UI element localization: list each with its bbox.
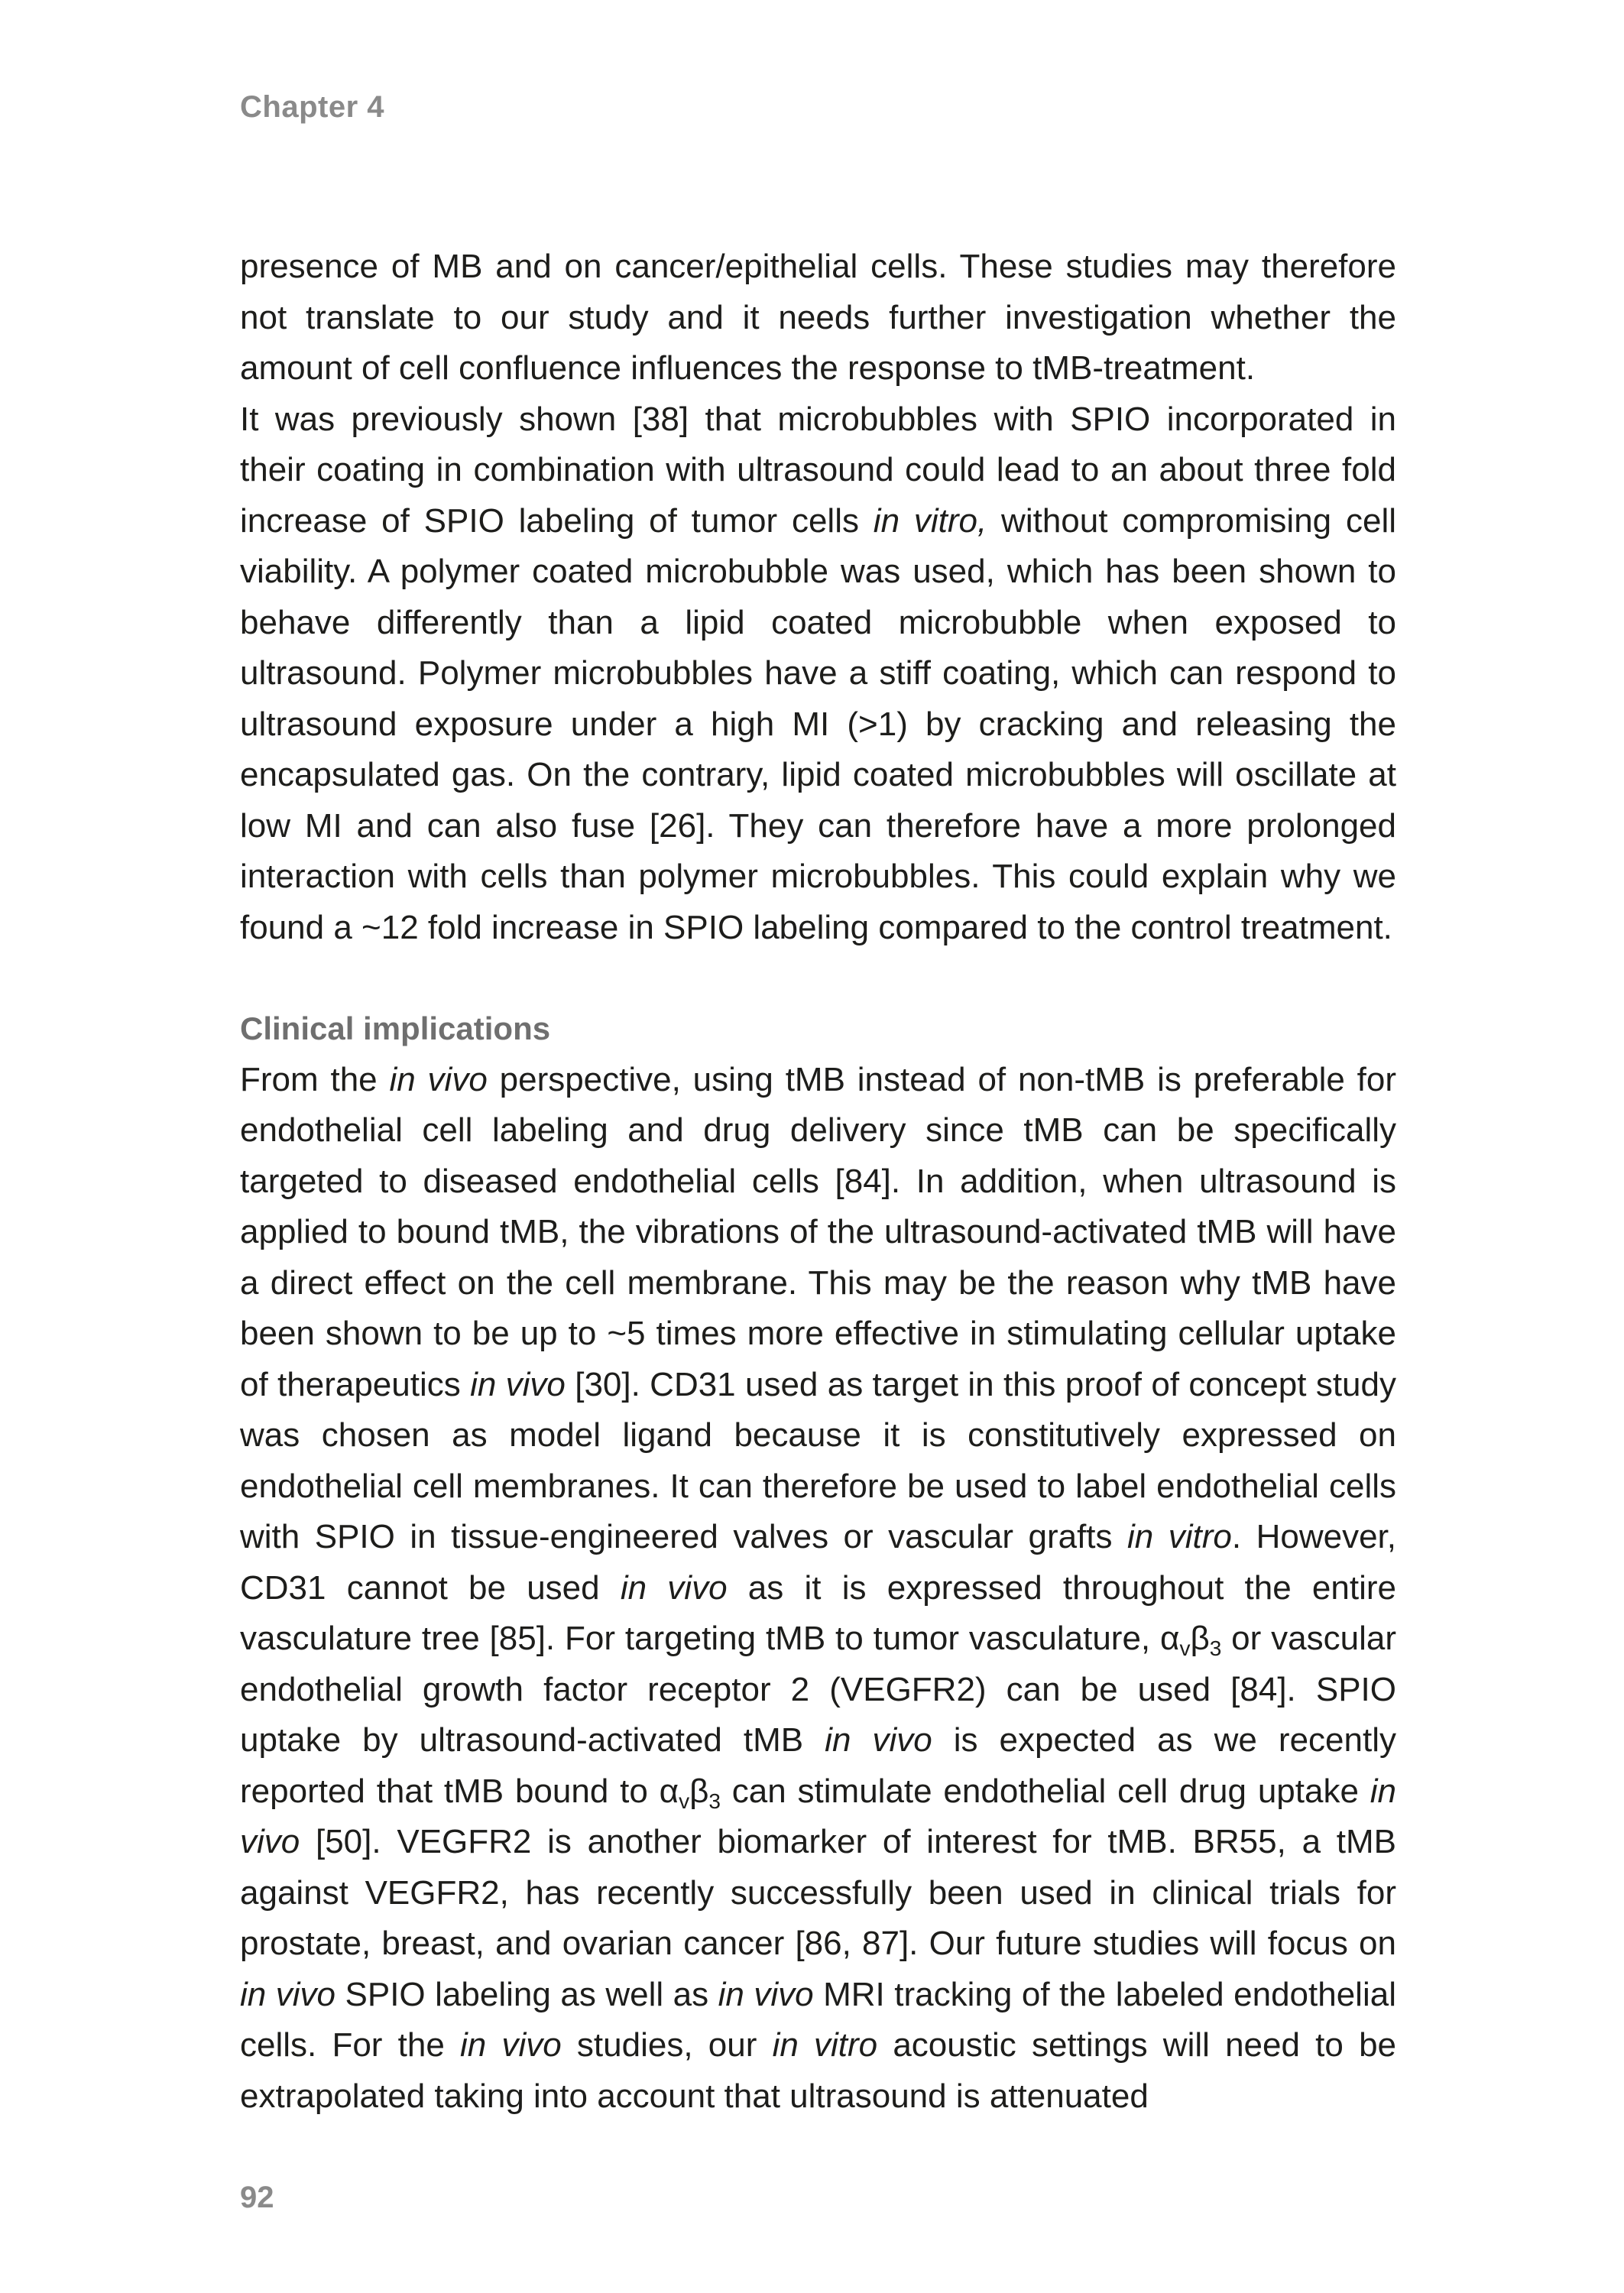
p3-seg-20: [50]. VEGFR2 is another biomarker of interest for tMB. BR55, a tMB against VEGFR2, has recently successfully been used in clinical trials for prostate, breast, and ovarian cancer [86, 87]. Our future studies will focus on: [240, 1823, 1396, 1962]
paragraph-2-text-a: It was previously shown [38] that microbubbles with SPIO incorporated in their coating in combination with ultrasound could lead to an about three fold increase of SPIO labeling of tumor cells: [240, 400, 1396, 540]
beta-symbol: β: [689, 1772, 709, 1810]
paragraph-1: [240, 242, 1396, 394]
italic-term: in vivo: [718, 1975, 814, 2013]
paragraph-1-text: presence of MB and on cancer/epithelial cells. These studies may therefore not translate to our study and it needs further investigation whether the amount of cell confluence influences the response to tMB-treatment.: [240, 248, 1396, 387]
subscript-v: v: [1179, 1636, 1191, 1660]
italic-term: in vitro: [1127, 1518, 1232, 1555]
p3-seg-18: can stimulate endothelial cell drug uptake: [720, 1772, 1370, 1810]
italic-term: in vivo: [240, 1975, 335, 2013]
p3-seg-2: perspective, using tMB instead of non-tMB is preferable for endothelial cell labeling and drug delivery since tMB can be specifically targeted to diseased endothelial cells [84]. In addition, when ultrasound is applied to bound tMB, the vibrations of the ultrasound-activated tMB will have a direct effect on the cell membrane. This may be the reason why tMB have been shown to be up to ~5 times more effective in stimulating cellular uptake of therapeutics: [240, 1060, 1396, 1403]
p3-seg-26: studies, our: [561, 2026, 773, 2064]
running-head: Chapter 4: [240, 90, 384, 124]
subscript-3: 3: [708, 1789, 721, 1813]
italic-term: in vivo: [389, 1060, 488, 1098]
paragraph-3: [240, 1055, 1396, 2123]
p3-seg-14: is expected as we recently reported that tMB bound to α: [240, 1721, 1397, 1810]
paragraph-2-text-b: without compromising cell viability. A polymer coated microbubble was used, which has been shown to behave differently than a lipid coated microbubble when exposed to ultrasound. Polymer microbubbles have a stiff coating, which can respond to ultrasound exposure under a high MI (>1) by cracking and releasing the encapsulated gas. On the contrary, lipid coated microbubbles will oscillate at low MI and can also fuse [26]. They can therefore have a more prolonged interaction with cells than polymer microbubbles. This could explain why we found a ~12 fold increase in SPIO labeling compared to the control treatment.: [240, 501, 1396, 946]
italic-term: in vivo: [470, 1365, 566, 1403]
italic-term: in vivo: [620, 1568, 728, 1607]
subscript-3: 3: [1209, 1636, 1222, 1660]
p3-seg-8: as it is expressed throughout the entire vasculature tree [85]. For targeting tMB to tumor vasculature, α: [240, 1568, 1396, 1657]
page-number: 92: [240, 2181, 274, 2214]
p3-seg-28: acoustic settings will need to be extrapolated taking into account that ultrasound is attenuated: [240, 2026, 1397, 2115]
subscript-v: v: [679, 1789, 690, 1813]
section-heading-clinical-implications: Clinical implications: [240, 1010, 551, 1046]
p3-seg-6: . However, CD31 cannot be used: [240, 1518, 1396, 1607]
paragraph-2: [240, 394, 1396, 954]
body-text: [240, 242, 1396, 2122]
italic-term: in vivo: [825, 1721, 932, 1759]
p3-seg-22: SPIO labeling as well as: [335, 1975, 718, 2013]
italic-term: in vivo: [460, 2026, 562, 2064]
italic-term: in vitro,: [873, 501, 987, 540]
italic-term: in vitro: [772, 2026, 878, 2064]
p3-seg-4: [30]. CD31 used as target in this proof of concept study was chosen as model ligand because it is constitutively expressed on endothelial cell membranes. It can therefore be used to label endothelial cells with SPIO in tissue-engineered valves or vascular grafts: [240, 1365, 1396, 1555]
beta-symbol: β: [1190, 1620, 1210, 1657]
italic-term: in vivo: [240, 1772, 1396, 1860]
p3-seg-0: From the: [240, 1060, 390, 1098]
p3-seg-24: MRI tracking of the labeled endothelial cells. For the: [240, 1975, 1396, 2064]
p3-seg-12: or vascular endothelial growth factor receptor 2 (VEGFR2) can be used [84]. SPIO uptake by ultrasound-activated tMB: [240, 1620, 1397, 1759]
